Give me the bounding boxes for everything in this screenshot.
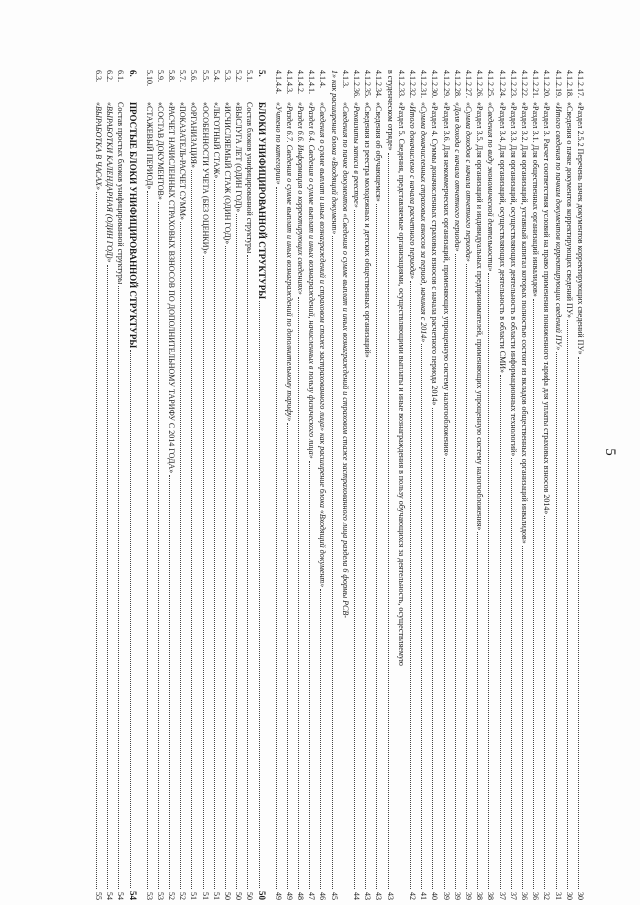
toc-entry-title: «ОСОБЕННОСТИ УЧЕТА (БЕЗ ОЦЕНКИ)»: [200, 102, 210, 255]
toc-entry[interactable]: [274, 70, 283, 900]
toc-entry-page: 49: [273, 892, 283, 900]
toc-entry[interactable]: [542, 70, 551, 900]
toc-entry-title: «Раздел 3.5. Для организаций и индивидуальных предпринимателей, применяющих упрощенную систему налогообложения»: [475, 102, 485, 531]
toc-entry[interactable]: [341, 70, 350, 900]
toc-entry-number: 5.4.: [211, 70, 221, 82]
toc-dot-leader: [522, 546, 529, 889]
toc-dot-leader: [247, 255, 254, 889]
toc-entry-title: «Раздел 3. Расчет соответствия условий на право применения пониженного тарифа для уплаты страховых взносов 2014»: [542, 102, 552, 515]
toc-entry-title: ПРОСТЫЕ БЛОКИ УНИФИЦИРОВАННОЙ СТРУКТУРЫ: [128, 102, 139, 349]
toc-entry-title: «Сведения из реестра молодежных и детских общественных организаций»: [363, 102, 373, 358]
toc-entry[interactable]: [352, 70, 361, 900]
toc-entry-number: 4.1.2.18.: [564, 70, 574, 98]
toc-entry-page: 52: [178, 892, 188, 900]
toc-entry[interactable]: [565, 70, 574, 900]
toc-dot-leader: [236, 214, 243, 889]
toc-entry[interactable]: [116, 70, 125, 900]
toc-entry-number: 4.1.2.27.: [464, 70, 473, 98]
toc-entry[interactable]: [307, 70, 316, 900]
toc-entry-title: «Раздел 2.5.2 Перечень пачек документов корректирующих сведений ПУ»: [576, 102, 585, 355]
toc-dot-leader: [309, 461, 316, 889]
toc-dot-leader: [410, 281, 417, 889]
toc-entry-title: «Сведения об обучающемся»: [374, 102, 384, 202]
toc-entry-page: 37: [508, 892, 518, 900]
toc-entry-page: 39: [441, 892, 451, 900]
toc-entry-page: 52: [167, 892, 176, 900]
toc-entry-number: 4.1.2.24.: [497, 70, 507, 98]
toc-entry-page: 36: [520, 892, 529, 900]
toc-entry-page: 32: [542, 892, 552, 900]
toc-entry-title: «ПОКАЗАТЕЛЬ-РАСЧЕТ СУММ»: [178, 102, 188, 220]
toc-entry-title: «Сведения по виду экономической деятельности»: [486, 102, 496, 272]
toc-entry-title: Состав простых блоков унифицированной структуры: [116, 102, 126, 285]
toc-dot-leader: [444, 458, 451, 889]
toc-entry-title: «РАСЧЕТ НАЧИСЛЕННЫХ СТРАХОВЫХ ВЗНОСОВ ПО ДОПОЛНИТЕЛЬНОМУ ТАРИФУ С 2014 ГОДА»: [167, 102, 176, 474]
toc-entry-page: 50: [223, 892, 232, 900]
toc-dot-leader: [511, 458, 518, 889]
toc-entry[interactable]: [475, 70, 484, 900]
toc-entry-number: 6.2.: [105, 70, 115, 82]
toc-entry-number: 5.: [257, 70, 268, 77]
toc-entry-page: 41: [419, 892, 429, 900]
toc-entry[interactable]: [318, 70, 327, 900]
toc-dot-leader: [158, 202, 165, 889]
toc-entry-page: 38: [486, 892, 496, 900]
toc-entry[interactable]: [531, 70, 540, 900]
toc-entry-number: 4.1.4.4.: [273, 70, 283, 94]
toc-dot-leader: [455, 254, 462, 890]
toc-entry-number: 4.1.2.23.: [508, 70, 518, 98]
toc-dot-leader: [466, 264, 473, 889]
toc-dot-leader: [107, 265, 114, 889]
toc-entry-page: 44: [352, 892, 361, 900]
toc-entry-number: 6.3.: [94, 70, 103, 82]
toc-entry[interactable]: [442, 70, 451, 900]
toc-entry-page: 45: [329, 892, 339, 900]
toc-entry-title: «Раздел 6.6. Информация о корректирующих сведениях»: [296, 102, 305, 295]
toc-entry-title: «Раздел 6.7. Сведения о сумме выплат и иных вознаграждений по дополнительному тарифу»: [284, 102, 294, 422]
toc-entry-number: 4.1.3.: [340, 70, 350, 88]
toc-entry-page: 31: [553, 892, 563, 900]
toc-entry[interactable]: [430, 70, 439, 900]
toc-entry-page: 30: [564, 892, 574, 900]
toc-entry[interactable]: [576, 70, 585, 900]
toc-entry[interactable]: [201, 70, 210, 900]
toc-entry-number: 5.2.: [234, 70, 244, 82]
toc-entry[interactable]: [223, 70, 232, 900]
toc-entry-title: «СОСТАВ ДОКУМЕНТОВ»: [155, 102, 165, 200]
toc-entry-number: 6.1.: [116, 70, 126, 82]
toc-entry-number: 4.1.2.22.: [520, 70, 529, 98]
toc-entry-number: 4.1.2.34.: [374, 70, 384, 98]
toc-entry-number: 4.1.2.21.: [531, 70, 541, 98]
toc-entry-page: 47: [307, 892, 317, 900]
toc-entry[interactable]: [156, 70, 165, 900]
toc-entry-title: «Сумма доходов с начала отчетного периода»: [464, 102, 473, 262]
toc-dot-leader: [376, 204, 383, 889]
toc-entry-title: «Раздел 3.4. Для организаций, осуществляющих деятельность в области СМИ»: [497, 102, 507, 373]
toc-entry-continuation[interactable]: [386, 70, 395, 900]
toc-entry-title: «Раздел 4. Суммы доначисленных страховых взносов с начала расчетного периода 2014»: [430, 102, 440, 406]
toc-dot-leader: [214, 180, 221, 889]
toc-entry-title: в студенческом отряде»: [385, 70, 395, 151]
toc-entry-page: 46: [318, 892, 328, 900]
toc-entry-title: «Сведения по пачке документов «Сведения о сумме выплат и иных вознаграждений и страховом стаже застрахованного лица раздела 6 формы РСВ-: [340, 102, 350, 618]
toc-entry[interactable]: [453, 70, 462, 900]
toc-dot-leader: [203, 256, 210, 889]
toc-dot-leader: [567, 320, 574, 889]
toc-entry[interactable]: [419, 70, 428, 900]
toc-entry-number: 4.1.4.1.: [307, 70, 317, 94]
toc-dot-leader: [365, 360, 372, 889]
toc-entry-number: 4.1.2.19.: [553, 70, 563, 98]
toc-entry-title: «Сумма доначисленных страховых взносов за период, начиная с 2014»: [419, 102, 429, 343]
toc-entry-title: «Итого сведения по пачкам документов корректирующих сведений ПУ»: [553, 102, 563, 351]
toc-entry-title: «Раздел 6.4. Сведения о сумме выплат и иных вознаграждений, начисленных в пользу физического лица»: [307, 102, 317, 459]
toc-dot-leader: [259, 301, 268, 888]
toc-entry-page: 30: [576, 892, 585, 900]
toc-entry-title: «Сведения о пачке документов корректирующих сведений ПУ»: [564, 102, 574, 318]
toc-dot-leader: [500, 375, 507, 889]
toc-entry[interactable]: [486, 70, 495, 900]
toc-entry-page: 55: [94, 892, 103, 900]
toc-entry-page: 43: [363, 892, 373, 900]
toc-dot-leader: [169, 475, 176, 889]
toc-entry-number: 4.1.2.30.: [430, 70, 440, 98]
toc-dot-leader: [118, 286, 125, 889]
toc-entry-number: 4.1.2.29.: [441, 70, 451, 98]
toc-entry-title: «ВЫРАБОТКИ КАЛЕНДАРНАЯ (ОДИН ГОД)»: [105, 102, 115, 263]
toc-entry[interactable]: [212, 70, 221, 900]
toc-entry[interactable]: [94, 70, 103, 900]
toc-entry-page: 51: [189, 892, 199, 900]
toc-entry-continuation[interactable]: [330, 70, 339, 900]
toc-entry-title: 1» как расширение блока «Входящий документ»: [329, 70, 339, 235]
toc-entry-number: 5.9.: [155, 70, 165, 82]
toc-entry-page: 39: [452, 892, 462, 900]
toc-entry-page: 40: [430, 892, 440, 900]
toc-entry[interactable]: [363, 70, 372, 900]
toc-entry-title: «Раздел 5. Сведения, представляемые организациями, осуществляющими выплаты и иные вознаграждения в пользу обучающихся за деятельность, осуществляемую: [396, 102, 406, 666]
toc-dot-leader: [421, 344, 428, 889]
toc-entry-number: 4.1.2.20.: [542, 70, 552, 98]
toc-entry-title: «ИСЧИСЛЯЕМЫЙ СТАЖ (ОДИН ГОД)»: [223, 102, 232, 245]
toc-entry-number: 4.1.2.17.: [576, 70, 585, 98]
toc-entry-page: 51: [200, 892, 210, 900]
toc-entry-number: 4.1.2.33.: [396, 70, 406, 98]
toc-entry-number: 4.1.4.3.: [284, 70, 294, 94]
toc-entry[interactable]: [509, 70, 518, 900]
toc-entry-number: 5.1.: [245, 70, 255, 82]
toc-entry-page: 43: [385, 892, 395, 900]
toc-entry-number: 5.7.: [178, 70, 188, 82]
toc-entry-title: Состав блоков унифицированной структуры: [245, 102, 255, 254]
toc-entry-number: 5.8.: [167, 70, 176, 82]
toc-entry-title: БЛОКИ УНИФИЦИРОВАННОЙ СТРУКТУРЫ: [257, 102, 268, 300]
toc-dot-leader: [332, 236, 339, 889]
toc-entry-page: 54: [128, 891, 139, 900]
toc-entry[interactable]: [397, 70, 406, 900]
toc-entry-page: 38: [475, 892, 485, 900]
toc-entry-number: 4.1.2.28.: [452, 70, 462, 98]
toc-dot-leader: [432, 408, 439, 890]
toc-dot-leader: [488, 273, 495, 889]
toc-dot-leader: [388, 153, 395, 889]
toc-entry-title: «Доля дохода с начала отчетного периода»: [452, 102, 462, 252]
toc-entry-title: «Сведения о сумме выплат и иных вознаграждений и страховом стаже застрахованного лица» как расширение блока «Входящий документ»: [318, 102, 328, 588]
toc-entry-number: 4.1.2.32.: [408, 70, 417, 98]
toc-dot-leader: [298, 297, 305, 889]
toc-dot-leader: [276, 187, 283, 890]
toc-dot-leader: [191, 170, 198, 889]
toc-entry-number: 5.5.: [200, 70, 210, 82]
toc-dot-leader: [180, 222, 187, 889]
toc-entry[interactable]: [498, 70, 507, 900]
toc-entry-title: «ВЫРАБОТКА В ЧАСАХ»: [94, 102, 103, 190]
toc-dot-leader: [287, 423, 294, 889]
toc-entry-page: 50: [234, 892, 244, 900]
toc-entry-page: 42: [408, 892, 417, 900]
toc-entry-title: «Реквизиты записи в реестре»: [352, 102, 361, 208]
toc-entry[interactable]: [178, 70, 187, 900]
toc-entry[interactable]: [145, 70, 154, 900]
toc-entry-page: 53: [155, 892, 165, 900]
toc-dot-leader: [320, 589, 327, 889]
toc-entry[interactable]: [374, 70, 383, 900]
toc-dot-leader: [225, 246, 232, 889]
table-of-contents: [65, 70, 585, 900]
toc-entry-page: 54: [105, 892, 115, 900]
toc-entry-title: «Раздел 3.6. Для некоммерческих организаций, применяющих упрощенную систему налогообложения»: [441, 102, 451, 457]
toc-entry-page: 50: [257, 891, 268, 900]
toc-dot-leader: [130, 350, 139, 888]
toc-entry-number: 4.1.4.: [318, 70, 328, 88]
toc-dot-leader: [354, 210, 361, 889]
toc-dot-leader: [477, 532, 484, 889]
toc-entry-title: «ВЫСЛУГА ЛЕТ (ОДИН ГОД)»: [234, 102, 244, 213]
toc-entry[interactable]: [520, 70, 529, 900]
toc-entry-number: 4.1.4.2.: [296, 70, 305, 94]
toc-entry[interactable]: [464, 70, 473, 900]
toc-section-heading[interactable]: [256, 70, 268, 900]
toc-dot-leader: [544, 516, 551, 889]
toc-entry-number: 6.: [128, 70, 139, 77]
toc-entry[interactable]: [234, 70, 243, 900]
page-number: 5: [602, 448, 618, 456]
toc-entry-page: 37: [497, 892, 507, 900]
toc-entry-page: 54: [116, 892, 126, 900]
toc-entry[interactable]: [167, 70, 176, 900]
toc-entry-number: 5.10.: [144, 70, 154, 86]
toc-entry[interactable]: [189, 70, 198, 900]
toc-entry[interactable]: [105, 70, 114, 900]
toc-entry-title: «Итого доначислено с начала расчетного периода»: [408, 102, 417, 280]
toc-entry[interactable]: [554, 70, 563, 900]
toc-dot-leader: [147, 191, 154, 889]
toc-entry-page: 49: [284, 892, 294, 900]
toc-entry-number: 4.1.2.35.: [363, 70, 373, 98]
toc-entry-page: 53: [144, 892, 154, 900]
toc-entry-title: «Раздел 3.1. Для общественных организаций инвалидов»: [531, 102, 541, 297]
toc-entry-title: «ЛЬГОТНЫЙ СТАЖ»: [211, 102, 221, 179]
toc-entry-page: 48: [296, 892, 305, 900]
toc-entry-number: 5.6.: [189, 70, 199, 82]
toc-entry[interactable]: [245, 70, 254, 900]
toc-entry-number: 4.1.2.36.: [352, 70, 361, 98]
toc-dot-leader: [533, 299, 540, 889]
toc-entry[interactable]: [296, 70, 305, 900]
toc-entry-title: «Раздел 3.2. Для организаций, уставный капитал которых полностью состоит из вкладов общественных организаций инвалидов»: [520, 102, 529, 544]
toc-entry-page: 51: [211, 892, 221, 900]
toc-entry-title: «ОРГАНИЗАЦИЯ»: [189, 102, 199, 168]
toc-entry-page: 50: [245, 892, 255, 900]
toc-dot-leader: [556, 352, 563, 889]
toc-entry[interactable]: [285, 70, 294, 900]
toc-entry-number: 4.1.2.25.: [486, 70, 496, 98]
toc-entry-number: 5.3.: [223, 70, 232, 82]
toc-dot-leader: [96, 192, 103, 889]
toc-entry-title: «Раздел 3.3. Для организаций, осуществляющих деятельность в области информационных технологий»: [508, 102, 518, 457]
toc-dot-leader: [578, 357, 585, 889]
toc-entry-title: «СТАЖЕВЫЙ ПЕРИОД»: [144, 102, 154, 190]
toc-entry-number: 4.1.2.31.: [419, 70, 429, 98]
toc-section-heading[interactable]: [127, 70, 139, 900]
toc-entry-page: 36: [531, 892, 541, 900]
toc-entry[interactable]: [408, 70, 417, 900]
toc-entry-page: 43: [374, 892, 384, 900]
toc-entry-title: «Учтено по категории»: [273, 102, 283, 185]
toc-entry-number: 4.1.2.26.: [475, 70, 485, 98]
toc-entry-page: 39: [464, 892, 473, 900]
